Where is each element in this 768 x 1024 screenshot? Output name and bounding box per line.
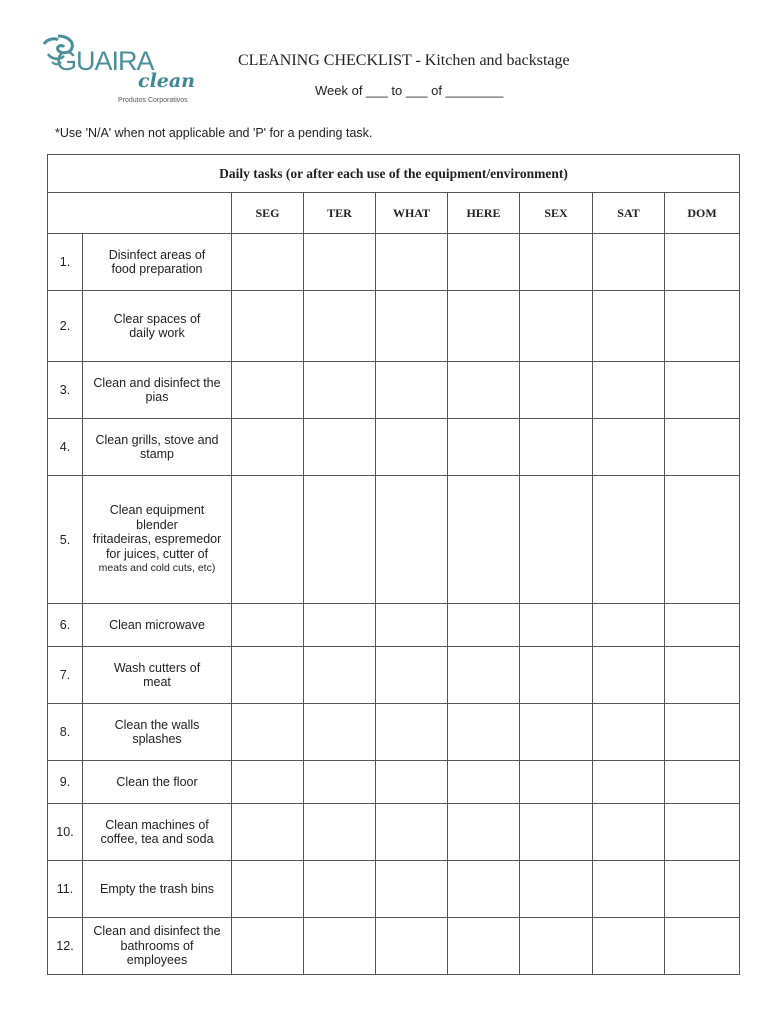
task-row: [48, 234, 740, 291]
task-line: splashes: [132, 732, 182, 746]
check-cell[interactable]: [520, 419, 593, 476]
task-line: Disinfect areas of: [108, 247, 206, 262]
check-cell[interactable]: [376, 804, 448, 861]
check-cell[interactable]: [593, 234, 665, 291]
task-description: [83, 918, 232, 975]
task-number: 3.: [48, 362, 83, 419]
check-cell[interactable]: [232, 419, 304, 476]
task-line: Clear spaces of: [113, 311, 201, 326]
day-header: TER: [304, 193, 376, 234]
task-description: [83, 476, 232, 604]
check-cell[interactable]: [665, 704, 740, 761]
check-cell[interactable]: [593, 804, 665, 861]
check-cell[interactable]: [232, 647, 304, 704]
check-cell[interactable]: [304, 704, 376, 761]
check-cell[interactable]: [376, 647, 448, 704]
check-cell[interactable]: [232, 861, 304, 918]
check-cell[interactable]: [232, 804, 304, 861]
check-cell[interactable]: [448, 419, 520, 476]
check-cell[interactable]: [376, 704, 448, 761]
check-cell[interactable]: [665, 476, 740, 604]
task-row: [48, 647, 740, 704]
check-cell[interactable]: [593, 861, 665, 918]
check-cell[interactable]: [304, 604, 376, 647]
task-line-small: meats and cold cuts, etc): [98, 562, 216, 575]
day-header: SEG: [232, 193, 304, 234]
check-cell[interactable]: [520, 647, 593, 704]
task-line: Wash cutters of: [113, 660, 201, 675]
task-description: [83, 604, 232, 647]
check-cell[interactable]: [376, 761, 448, 804]
check-cell[interactable]: [665, 804, 740, 861]
task-description: [83, 419, 232, 476]
section-title: Daily tasks (or after each use of the equipment/environment): [48, 155, 740, 193]
check-cell[interactable]: [665, 362, 740, 419]
check-cell[interactable]: [232, 291, 304, 362]
task-line: blender: [136, 517, 178, 532]
check-cell[interactable]: [593, 419, 665, 476]
check-cell[interactable]: [376, 604, 448, 647]
check-cell[interactable]: [304, 647, 376, 704]
task-number: 7.: [48, 647, 83, 704]
check-cell[interactable]: [593, 604, 665, 647]
check-cell[interactable]: [520, 234, 593, 291]
checklist-table: [47, 154, 740, 975]
check-cell[interactable]: [448, 918, 520, 975]
task-line: Clean the floor: [116, 774, 198, 789]
task-row: [48, 604, 740, 647]
task-line: Clean the walls: [114, 717, 200, 732]
task-row: [48, 861, 740, 918]
check-cell[interactable]: [376, 234, 448, 291]
check-cell[interactable]: [232, 362, 304, 419]
check-cell[interactable]: [304, 804, 376, 861]
check-cell[interactable]: [665, 861, 740, 918]
check-cell[interactable]: [304, 861, 376, 918]
check-cell[interactable]: [376, 419, 448, 476]
task-number: 6.: [48, 604, 83, 647]
task-description: [83, 647, 232, 704]
check-cell[interactable]: [665, 918, 740, 975]
check-cell[interactable]: [304, 476, 376, 604]
task-number: 11.: [48, 861, 83, 918]
check-cell[interactable]: [520, 761, 593, 804]
company-logo: [38, 32, 203, 112]
task-line: Clean grills, stove and: [95, 432, 219, 447]
task-line: daily work: [129, 326, 185, 340]
task-description: [83, 704, 232, 761]
day-header: DOM: [665, 193, 740, 234]
task-number: 12.: [48, 918, 83, 975]
task-line: fritadeiras, espremedor: [92, 532, 222, 547]
check-cell[interactable]: [376, 476, 448, 604]
task-line: Empty the trash bins: [100, 881, 214, 896]
usage-note: *Use 'N/A' when not applicable and 'P' for a pending task.: [55, 126, 373, 140]
check-cell[interactable]: [593, 291, 665, 362]
task-line: Clean machines of: [105, 817, 209, 832]
check-cell[interactable]: [448, 861, 520, 918]
task-description: [83, 861, 232, 918]
logo-tagline: Produtos Corporativos: [118, 97, 188, 104]
check-cell[interactable]: [232, 476, 304, 604]
check-cell[interactable]: [448, 476, 520, 604]
task-line: for juices, cutter of: [105, 546, 209, 561]
task-line: Clean microwave: [109, 617, 205, 632]
check-cell[interactable]: [232, 918, 304, 975]
check-cell[interactable]: [520, 476, 593, 604]
day-header: HERE: [448, 193, 520, 234]
task-row: [48, 362, 740, 419]
check-cell[interactable]: [232, 761, 304, 804]
check-cell[interactable]: [232, 704, 304, 761]
check-cell[interactable]: [665, 761, 740, 804]
check-cell[interactable]: [304, 761, 376, 804]
check-cell[interactable]: [593, 362, 665, 419]
task-line: Clean and disinfect the: [93, 924, 221, 939]
check-cell[interactable]: [376, 918, 448, 975]
check-cell[interactable]: [304, 234, 376, 291]
task-line: Clean and disinfect the: [93, 375, 221, 390]
check-cell[interactable]: [665, 291, 740, 362]
task-line: stamp: [139, 447, 175, 461]
check-cell[interactable]: [232, 604, 304, 647]
task-row: [48, 918, 740, 975]
task-number: 4.: [48, 419, 83, 476]
task-number: 2.: [48, 291, 83, 362]
check-cell[interactable]: [448, 647, 520, 704]
task-line: food preparation: [111, 262, 203, 276]
check-cell[interactable]: [665, 234, 740, 291]
week-line: Week of ___ to ___ of ________: [315, 83, 504, 98]
task-line: coffee, tea and soda: [100, 832, 214, 846]
check-cell[interactable]: [448, 291, 520, 362]
corner-cell: [48, 193, 232, 234]
task-row: [48, 476, 740, 604]
check-cell[interactable]: [376, 861, 448, 918]
task-description: [83, 804, 232, 861]
check-cell[interactable]: [520, 918, 593, 975]
task-row: [48, 704, 740, 761]
task-description: [83, 291, 232, 362]
check-cell[interactable]: [520, 704, 593, 761]
task-description: [83, 234, 232, 291]
day-header: SAT: [593, 193, 665, 234]
check-cell[interactable]: [593, 704, 665, 761]
check-cell[interactable]: [448, 604, 520, 647]
task-row: [48, 804, 740, 861]
check-cell[interactable]: [448, 362, 520, 419]
check-cell[interactable]: [376, 291, 448, 362]
check-cell[interactable]: [520, 362, 593, 419]
task-line: employees: [126, 953, 188, 968]
check-cell[interactable]: [304, 918, 376, 975]
check-cell[interactable]: [232, 234, 304, 291]
page-title: CLEANING CHECKLIST - Kitchen and backstage: [238, 52, 570, 69]
task-line: meat: [143, 675, 171, 689]
task-row: [48, 419, 740, 476]
logo-brand: GUAIRA: [56, 46, 154, 76]
check-cell[interactable]: [665, 604, 740, 647]
task-line: Clean equipment: [109, 503, 205, 518]
task-description: [83, 362, 232, 419]
day-header: WHAT: [376, 193, 448, 234]
task-number: 1.: [48, 234, 83, 291]
check-cell[interactable]: [376, 362, 448, 419]
task-number: 9.: [48, 761, 83, 804]
check-cell[interactable]: [304, 291, 376, 362]
check-cell[interactable]: [593, 476, 665, 604]
check-cell[interactable]: [593, 647, 665, 704]
check-cell[interactable]: [448, 804, 520, 861]
day-header: SEX: [520, 193, 593, 234]
logo-brand-suffix: clean: [138, 70, 195, 92]
task-line: bathrooms of: [120, 938, 194, 953]
task-line: pias: [145, 390, 169, 404]
task-number: 10.: [48, 804, 83, 861]
check-cell[interactable]: [520, 291, 593, 362]
task-row: [48, 761, 740, 804]
check-cell[interactable]: [304, 362, 376, 419]
check-cell[interactable]: [665, 647, 740, 704]
check-cell[interactable]: [520, 804, 593, 861]
task-number: 5.: [48, 476, 83, 604]
task-description: [83, 761, 232, 804]
check-cell[interactable]: [304, 419, 376, 476]
task-number: 8.: [48, 704, 83, 761]
check-cell[interactable]: [448, 704, 520, 761]
check-cell[interactable]: [665, 419, 740, 476]
check-cell[interactable]: [448, 761, 520, 804]
check-cell[interactable]: [448, 234, 520, 291]
check-cell[interactable]: [520, 604, 593, 647]
task-row: [48, 291, 740, 362]
check-cell[interactable]: [520, 861, 593, 918]
check-cell[interactable]: [593, 918, 665, 975]
check-cell[interactable]: [593, 761, 665, 804]
